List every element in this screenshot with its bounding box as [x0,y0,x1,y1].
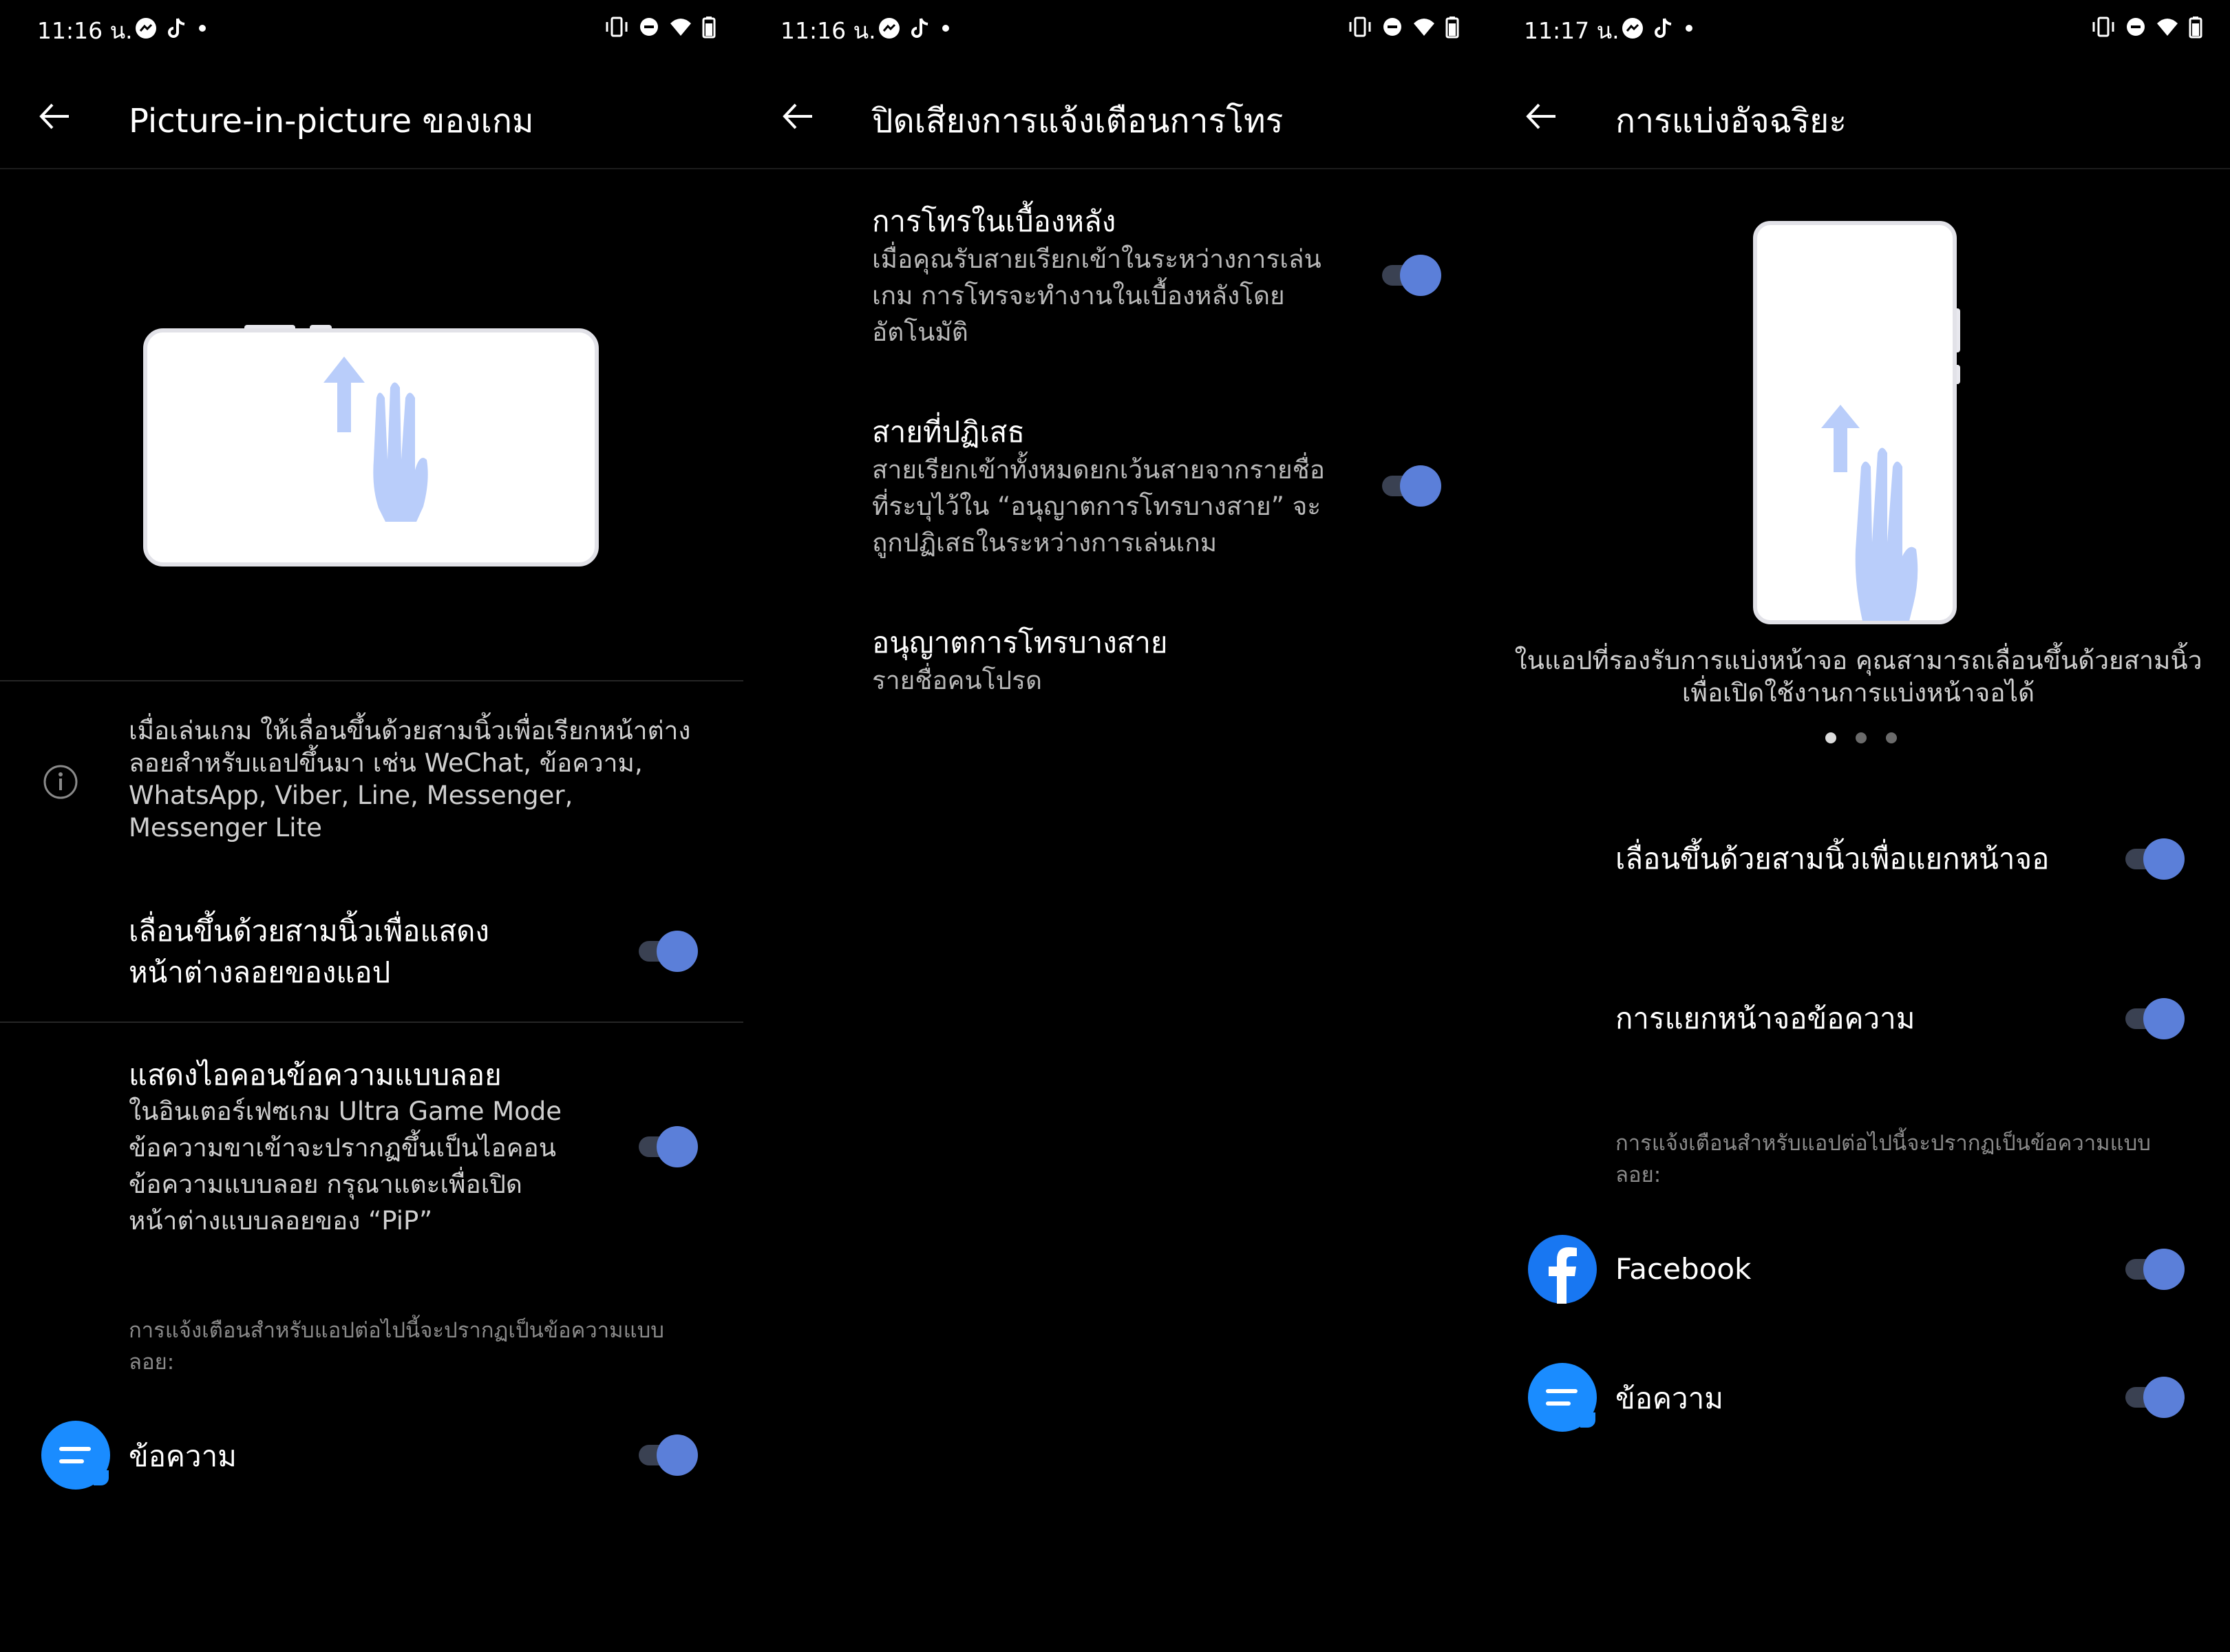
status-bar [743,0,1487,55]
app-name-messages: ข้อความ [1615,1381,1723,1415]
three-finger-split-toggle[interactable] [2121,838,2185,880]
vibrate-icon [1348,15,1372,39]
tiktok-notification-icon [911,17,931,40]
smart-split-screen [1487,0,2230,1652]
divider [743,168,1487,169]
more-notifications-dot-icon [198,17,207,40]
info-icon [43,764,78,800]
pip-info-text: เมื่อเล่นเกม ให้เลื่อนขึ้นด้วยสามนิ้วเพื่อเรียกหน้าต่างลอยสำหรับแอปขึ้นมา เช่น WeChat, ข้อความ, WhatsApp, Viber, Line, Messenger, Messenger Lite [129,716,691,843]
split-caption: ในแอปที่รองรับการแบ่งหน้าจอ คุณสามารถเลื่อนขึ้นด้วยสามนิ้วเพื่อเปิดใช้งานการแบ่งหน้าจอได้ [1514,646,2202,708]
messages-icon [1528,1363,1597,1432]
divider [0,168,743,169]
divider [0,680,743,681]
do-not-disturb-icon [2125,15,2146,39]
float-icon-setting-desc: ในอินเตอร์เฟซเกม Ultra Game Mode ข้อความขาเข้าจะปรากฏขึ้นเป็นไอคอนข้อความแบบลอย กรุณาแตะเพื่อเปิดหน้าต่างแบบลอยของ “PiP” [129,1097,562,1236]
divider [0,1021,743,1023]
wifi-icon [2156,15,2179,39]
back-arrow-icon[interactable] [1522,98,1560,135]
allow-some-calls-value: รายชื่อคนโปรด [872,666,1042,695]
background-call-toggle[interactable] [1378,255,1441,296]
messages-float-toggle[interactable] [2121,1377,2185,1418]
swipe-float-toggle[interactable] [635,931,698,972]
page-title: ปิดเสียงการแจ้งเตือนการโทร [872,102,1284,140]
apps-note: การแจ้งเตือนสำหรับแอปต่อไปนี้จะปรากฏเป็นข้อความแบบลอย: [1615,1131,2151,1187]
carousel-page-indicator[interactable] [1825,732,1897,743]
rejected-calls-toggle[interactable] [1378,465,1441,507]
float-icon-toggle[interactable] [635,1126,698,1167]
three-finger-split-label: เลื่อนขึ้นด้วยสามนิ้วเพื่อแยกหน้าจอ [1615,842,2050,876]
more-notifications-dot-icon [1684,17,1694,40]
facebook-icon [1528,1235,1597,1304]
rejected-calls-desc: สายเรียกเข้าทั้งหมดยกเว้นสายจากรายชื่อที่ระบุไว้ใน “อนุญาตการโทรบางสาย” จะถูกปฏิเสธในระหว่างการเล่นเกม [872,455,1325,558]
page-dot-3[interactable] [1886,732,1897,743]
three-finger-portrait-illustration [1751,219,1964,628]
message-split-toggle[interactable] [2121,998,2185,1039]
wifi-icon [669,15,692,39]
vibrate-icon [604,15,629,39]
messenger-notification-icon [878,17,901,40]
more-notifications-dot-icon [941,17,951,40]
wifi-icon [1412,15,1436,39]
back-arrow-icon[interactable] [779,98,816,135]
facebook-float-toggle[interactable] [2121,1249,2185,1290]
call-notification-screen [743,0,1487,1652]
message-split-label: การแยกหน้าจอข้อความ [1615,1002,1915,1035]
app-name-facebook: Facebook [1615,1252,1752,1286]
status-bar [0,0,743,55]
status-time: 11:16 น. [780,17,876,44]
three-finger-landscape-illustration [141,322,602,570]
tiktok-notification-icon [167,17,188,40]
float-icon-setting-label: แสดงไอคอนข้อความแบบลอย [129,1058,502,1092]
messages-icon [41,1421,110,1490]
allow-some-calls-label: อนุญาตการโทรบางสาย [872,626,1168,659]
page-dot-2[interactable] [1856,732,1867,743]
pip-settings-screen [0,0,743,1652]
page-title: การแบ่งอัจฉริยะ [1615,102,1847,140]
status-bar [1487,0,2230,55]
status-time: 11:17 น. [1524,17,1620,44]
apps-note: การแจ้งเตือนสำหรับแอปต่อไปนี้จะปรากฏเป็นข้อความแบบลอย: [129,1318,664,1375]
tiktok-notification-icon [1654,17,1675,40]
do-not-disturb-icon [639,15,659,39]
status-time: 11:16 น. [37,17,133,44]
app-name-messages: ข้อความ [129,1439,237,1473]
app-bar [743,83,1487,151]
page-title: Picture-in-picture ของเกม [129,102,534,140]
vibrate-icon [2091,15,2116,39]
background-call-label: การโทรในเบื้องหลัง [872,204,1116,238]
rejected-calls-label: สายที่ปฏิเสธ [872,415,1025,449]
app-bar [0,83,743,151]
divider [1487,168,2230,169]
back-arrow-icon[interactable] [36,98,73,135]
messages-float-toggle[interactable] [635,1434,698,1476]
messenger-notification-icon [134,17,158,40]
battery-icon [1445,15,1459,39]
messenger-notification-icon [1621,17,1644,40]
do-not-disturb-icon [1382,15,1403,39]
battery-icon [2189,15,2202,39]
swipe-float-setting-label: เลื่อนขึ้นด้วยสามนิ้วเพื่อแสดงหน้าต่างลอยของแอป [129,914,489,989]
background-call-desc: เมื่อคุณรับสายเรียกเข้าในระหว่างการเล่นเกม การโทรจะทำงานในเบื้องหลังโดยอัตโนมัติ [872,244,1321,347]
app-bar [1487,83,2230,151]
battery-icon [702,15,716,39]
page-dot-1[interactable] [1825,732,1836,743]
